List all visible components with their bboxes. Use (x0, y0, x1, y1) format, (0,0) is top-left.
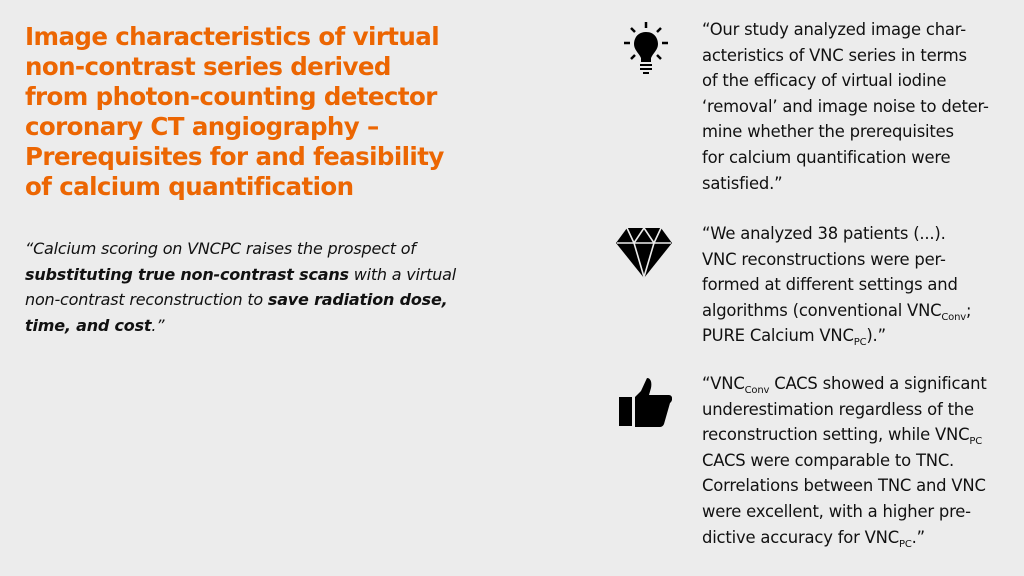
subscript: PC (898, 538, 912, 550)
finding-text (702, 221, 1022, 349)
text-segment: dictive accuracy for VNC (702, 527, 899, 547)
text-line: mine whether the prerequisites (702, 122, 954, 142)
text-line: CACS were comparable to TNC. (702, 450, 955, 470)
title-line: coronary CT angiography – (25, 112, 379, 141)
subscript: Conv (941, 311, 966, 323)
text-line: “We analyzed 38 patients (...). (702, 224, 946, 243)
text-line (702, 525, 1022, 551)
text-line: formed at different settings and (702, 275, 958, 295)
page-title (25, 22, 485, 202)
quote-line (25, 262, 485, 288)
finding-text (702, 371, 1022, 550)
text-line (702, 371, 1022, 397)
text-line: acteristics of VNC series in terms (702, 45, 967, 65)
text-segment: reconstruction setting, while VNC (702, 425, 970, 445)
text-line (702, 323, 1022, 349)
subscript: PC (853, 337, 867, 349)
text-line (702, 298, 1022, 324)
summary-quote (25, 236, 485, 338)
finding-text (702, 17, 1022, 196)
text-line: underestimation regardless of the (702, 399, 974, 419)
lightbulb-icon (612, 17, 672, 77)
text-segment: ; (965, 300, 972, 320)
text-line: “Our study analyzed image char- (702, 20, 966, 39)
title-line: Image characteristics of virtual (25, 22, 439, 51)
quote-line (25, 287, 485, 313)
text-segment: .” (911, 527, 925, 547)
quote-line: “Calcium scoring on VNCPC raises the prospect of (25, 239, 416, 258)
text-segment: algorithms (conventional VNC (702, 300, 942, 320)
subscript: Conv (744, 385, 770, 396)
quote-text: .” (151, 315, 165, 335)
text-line: ‘removal’ and image noise to deter- (702, 96, 989, 116)
text-segment: ).” (866, 326, 886, 346)
title-line: from photon-counting detector (25, 82, 437, 111)
title-line: of calcium quantification (25, 172, 354, 201)
thumbs-up-icon (612, 375, 672, 435)
quote-emphasis: save radiation dose, (267, 290, 448, 309)
text-segment: “VNC (702, 374, 745, 393)
text-line: VNC reconstructions were per- (702, 249, 946, 269)
text-line: satisfied.” (702, 173, 783, 193)
text-segment: PURE Calcium VNC (702, 326, 854, 346)
quote-text: with a virtual (348, 264, 457, 284)
text-line: Correlations between TNC and VNC (702, 476, 986, 496)
quote-emphasis: substituting true non-contrast scans (25, 264, 349, 284)
quote-emphasis: time, and cost (25, 315, 152, 335)
text-line: for calcium quantification were (702, 147, 951, 167)
diamond-icon (612, 223, 672, 283)
text-line: of the efficacy of virtual iodine (702, 71, 947, 91)
text-segment: CACS showed a significant (769, 374, 987, 393)
quote-line (25, 313, 485, 339)
text-line (702, 422, 1022, 448)
quote-text: non-contrast reconstruction to (25, 290, 268, 309)
title-line: Prerequisites for and feasibility (25, 142, 444, 171)
title-line: non-contrast series derived (25, 52, 391, 81)
subscript: PC (969, 436, 982, 448)
text-line: were excellent, with a higher pre- (702, 501, 971, 521)
